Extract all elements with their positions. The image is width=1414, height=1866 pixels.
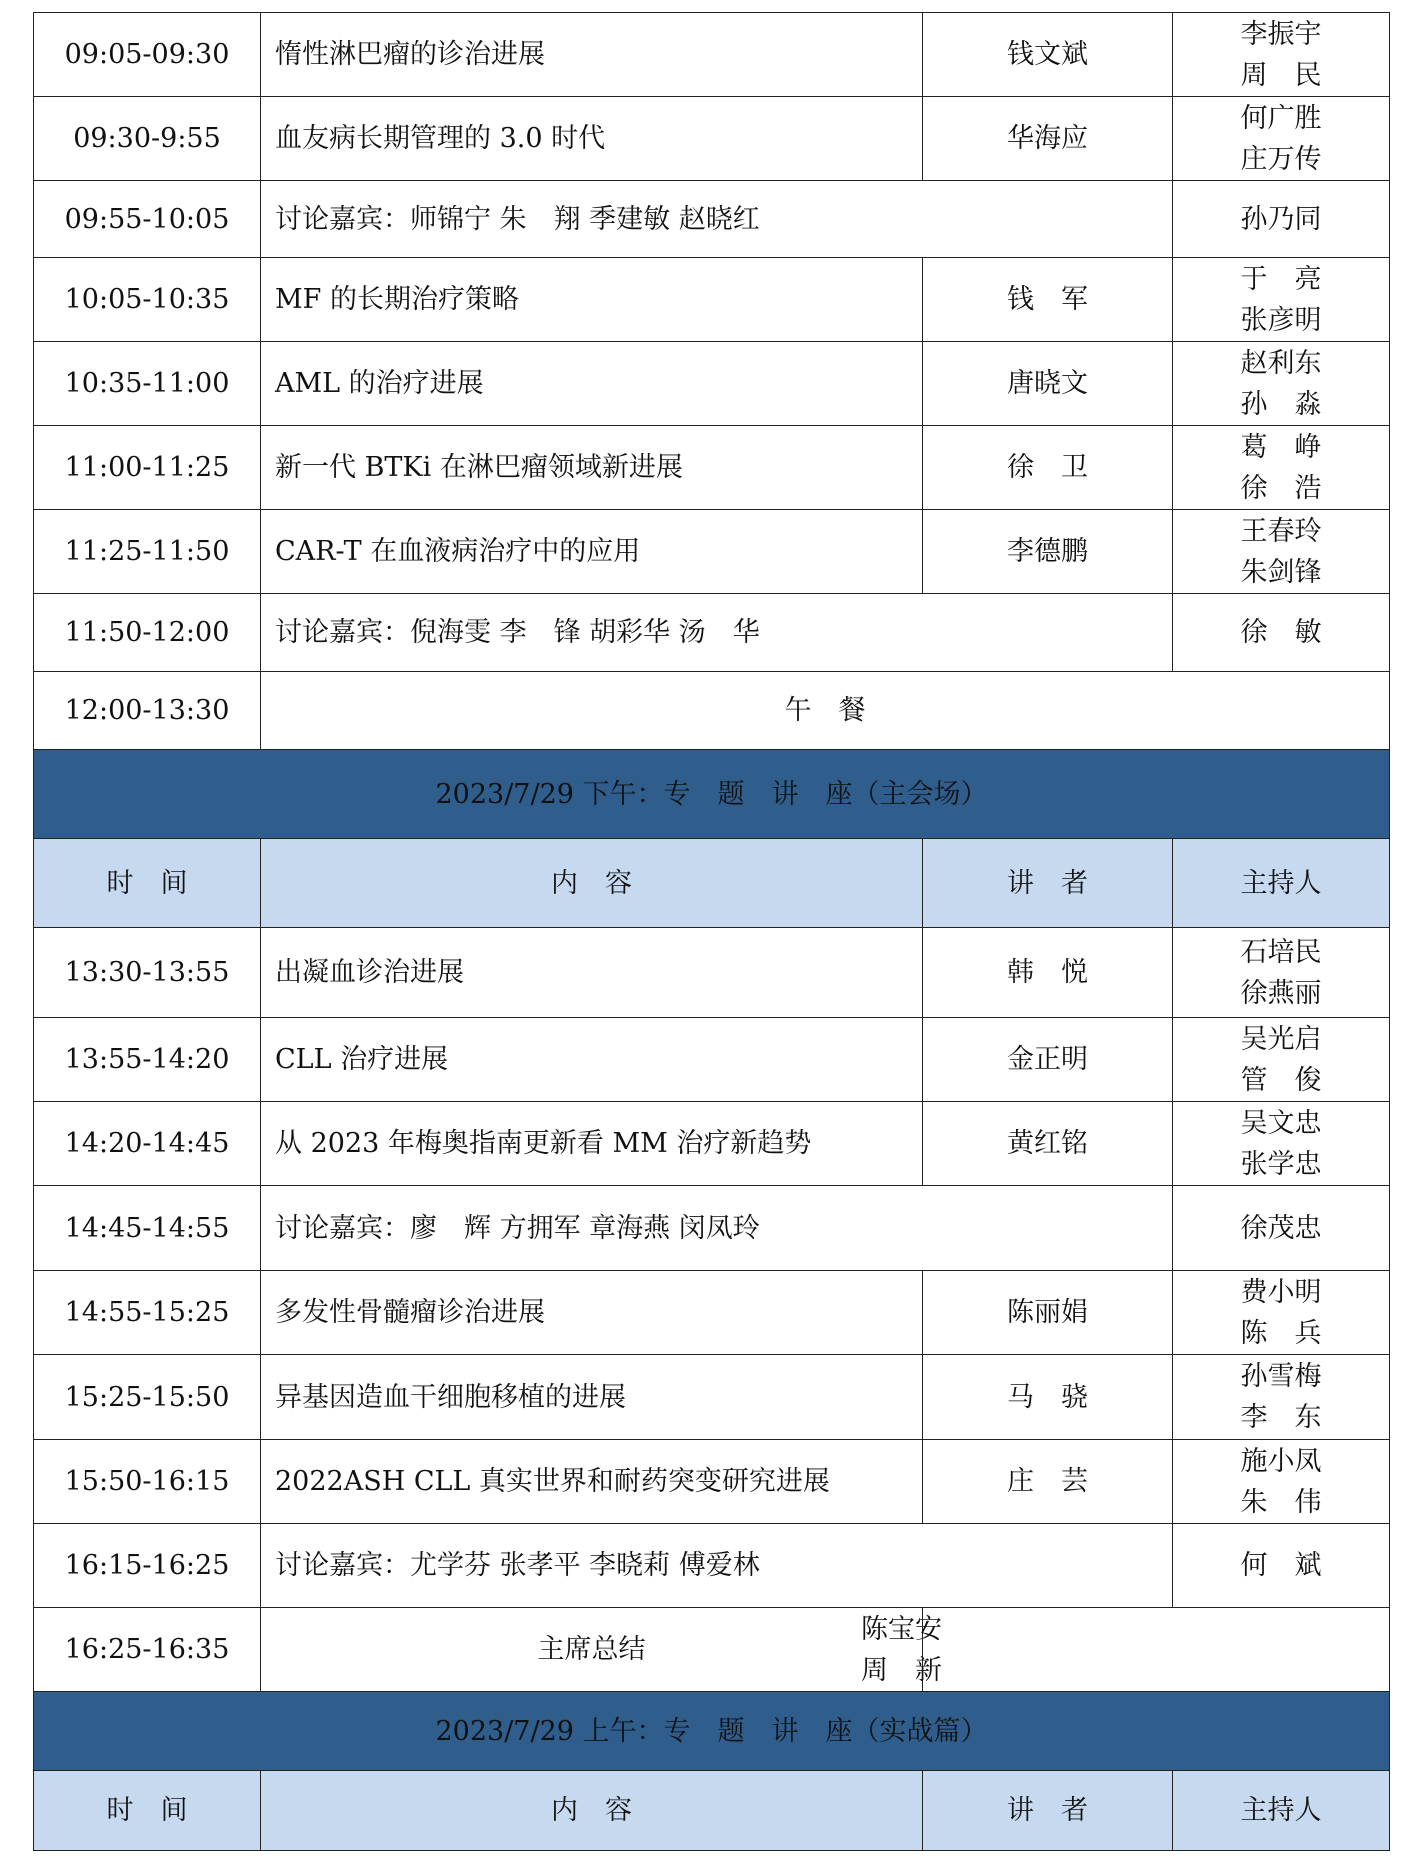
table-row (34, 97, 1390, 181)
host-name: 陈宝安 (861, 1613, 942, 1645)
host-name: 庄万传 (1240, 143, 1322, 175)
session-topic: 血友病长期管理的 3.0 时代 (261, 97, 923, 181)
chair-summary-row (34, 1608, 1390, 1692)
table-row (34, 1102, 1390, 1186)
session-time: 14:55-15:25 (34, 1271, 261, 1355)
session-hosts (1173, 928, 1390, 1018)
host-name: 张学忠 (1240, 1148, 1322, 1180)
host-name: 张彦明 (1240, 304, 1322, 336)
host-name: 李振宇 (1240, 18, 1322, 50)
session-topic: CLL 治疗进展 (261, 1018, 923, 1102)
session-time: 09:55-10:05 (34, 181, 261, 258)
session-topic: 新一代 BTKi 在淋巴瘤领域新进展 (261, 426, 923, 510)
session-host: 徐 敏 (1173, 594, 1390, 672)
discussion-row (34, 181, 1390, 258)
session-time: 14:45-14:55 (34, 1186, 261, 1271)
session-hosts (1173, 426, 1390, 510)
session-hosts (1173, 1440, 1390, 1524)
host-name: 徐 浩 (1240, 472, 1322, 504)
session-speaker: 黄红铭 (923, 1102, 1173, 1186)
header-host: 主持人 (1173, 1771, 1390, 1851)
header-time: 时 间 (34, 839, 261, 928)
session-topic: AML 的治疗进展 (261, 342, 923, 426)
session-speaker: 金正明 (923, 1018, 1173, 1102)
host-name: 周 新 (861, 1654, 942, 1686)
host-name: 周 民 (1240, 59, 1322, 91)
section-title-row (34, 750, 1390, 839)
session-hosts (1173, 342, 1390, 426)
chair-summary-label: 主席总结 (261, 1608, 923, 1692)
host-name: 孙雪梅 (1240, 1361, 1322, 1392)
session-time: 13:30-13:55 (34, 928, 261, 1018)
session-hosts (1173, 13, 1390, 97)
session-time: 15:50-16:15 (34, 1440, 261, 1524)
lunch-label: 午 餐 (261, 672, 1390, 750)
header-time: 时 间 (34, 1771, 261, 1851)
session-time: 09:30-9:55 (34, 97, 261, 181)
host-name: 葛 峥 (1240, 431, 1322, 463)
table-row (34, 1355, 1390, 1440)
table-row (34, 510, 1390, 594)
host-name: 石培民 (1240, 936, 1322, 968)
discussion-row (34, 1524, 1390, 1608)
session-hosts (1173, 258, 1390, 342)
table-row (34, 1018, 1390, 1102)
host-name: 施小凤 (1240, 1445, 1322, 1477)
session-time: 11:25-11:50 (34, 510, 261, 594)
session-time: 15:25-15:50 (34, 1355, 261, 1440)
session-speaker: 庄 芸 (923, 1440, 1173, 1524)
table-row (34, 13, 1390, 97)
section-title-row (34, 1692, 1390, 1771)
host-name: 孙 淼 (1240, 388, 1322, 420)
session-speaker: 陈丽娟 (923, 1271, 1173, 1355)
schedule-table (33, 12, 1390, 1851)
host-name: 于 亮 (1240, 263, 1322, 295)
host-name: 李 东 (1240, 1402, 1322, 1433)
session-topic: 2022ASH CLL 真实世界和耐药突变研究进展 (261, 1440, 923, 1524)
header-content: 内 容 (261, 839, 923, 928)
session-time: 16:15-16:25 (34, 1524, 261, 1608)
table-row (34, 258, 1390, 342)
host-name: 赵利东 (1240, 347, 1322, 379)
lunch-row (34, 672, 1390, 750)
discussion-guests: 讨论嘉宾：尤学芬 张孝平 李晓莉 傅爱林 (261, 1524, 1173, 1608)
discussion-row (34, 1186, 1390, 1271)
host-name: 朱剑锋 (1240, 556, 1322, 588)
session-speaker: 韩 悦 (923, 928, 1173, 1018)
header-content: 内 容 (261, 1771, 923, 1851)
session-hosts (1173, 1355, 1390, 1440)
section-title: 2023/7/29 上午：专 题 讲 座（实战篇） (34, 1692, 1390, 1771)
session-hosts (1173, 1018, 1390, 1102)
session-host: 何 斌 (1173, 1524, 1390, 1608)
host-name: 何广胜 (1240, 102, 1322, 134)
host-name: 陈 兵 (1240, 1317, 1322, 1349)
discussion-guests: 讨论嘉宾：廖 辉 方拥军 章海燕 闵凤玲 (261, 1186, 1173, 1271)
session-time: 14:20-14:45 (34, 1102, 261, 1186)
session-speaker: 徐 卫 (923, 426, 1173, 510)
session-time: 09:05-09:30 (34, 13, 261, 97)
header-row (34, 1771, 1390, 1851)
table-row (34, 426, 1390, 510)
session-hosts (1173, 1271, 1390, 1355)
header-speaker: 讲 者 (923, 839, 1173, 928)
table-row (34, 1271, 1390, 1355)
host-name: 费小明 (1240, 1276, 1322, 1308)
discussion-guests: 讨论嘉宾：师锦宁 朱 翔 季建敏 赵晓红 (261, 181, 1173, 258)
session-host: 孙乃同 (1173, 181, 1390, 258)
session-topic: 出凝血诊治进展 (261, 928, 923, 1018)
discussion-guests: 讨论嘉宾：倪海雯 李 锋 胡彩华 汤 华 (261, 594, 1173, 672)
session-time: 11:50-12:00 (34, 594, 261, 672)
host-name: 管 俊 (1240, 1064, 1322, 1096)
header-row (34, 839, 1390, 928)
session-topic: 从 2023 年梅奥指南更新看 MM 治疗新趋势 (261, 1102, 923, 1186)
discussion-row (34, 594, 1390, 672)
session-topic: MF 的长期治疗策略 (261, 258, 923, 342)
host-name: 吴文忠 (1240, 1107, 1322, 1139)
session-speaker: 马 骁 (923, 1355, 1173, 1440)
session-topic: 多发性骨髓瘤诊治进展 (261, 1271, 923, 1355)
session-host: 徐茂忠 (1173, 1186, 1390, 1271)
session-time: 10:05-10:35 (34, 258, 261, 342)
table-row (34, 928, 1390, 1018)
lunch-time: 12:00-13:30 (34, 672, 261, 750)
session-time: 11:00-11:25 (34, 426, 261, 510)
host-name: 朱 伟 (1240, 1486, 1322, 1518)
session-topic: 异基因造血干细胞移植的进展 (261, 1355, 923, 1440)
session-time: 10:35-11:00 (34, 342, 261, 426)
section-title: 2023/7/29 下午：专 题 讲 座（主会场） (34, 750, 1390, 839)
session-speaker: 唐晓文 (923, 342, 1173, 426)
header-speaker: 讲 者 (923, 1771, 1173, 1851)
host-name: 徐燕丽 (1240, 977, 1322, 1009)
session-topic: 惰性淋巴瘤的诊治进展 (261, 13, 923, 97)
session-speaker: 李德鹏 (923, 510, 1173, 594)
session-time: 13:55-14:20 (34, 1018, 261, 1102)
session-hosts (1173, 97, 1390, 181)
chair-hosts (861, 1608, 1390, 1692)
session-hosts (1173, 1102, 1390, 1186)
session-hosts (1173, 510, 1390, 594)
header-host: 主持人 (1173, 839, 1390, 928)
session-speaker: 钱 军 (923, 258, 1173, 342)
chair-time: 16:25-16:35 (34, 1608, 261, 1692)
table-row (34, 1440, 1390, 1524)
session-topic: CAR-T 在血液病治疗中的应用 (261, 510, 923, 594)
host-name: 吴光启 (1240, 1023, 1322, 1055)
host-name: 王春玲 (1240, 515, 1322, 547)
session-speaker: 钱文斌 (923, 13, 1173, 97)
table-row (34, 342, 1390, 426)
session-speaker: 华海应 (923, 97, 1173, 181)
